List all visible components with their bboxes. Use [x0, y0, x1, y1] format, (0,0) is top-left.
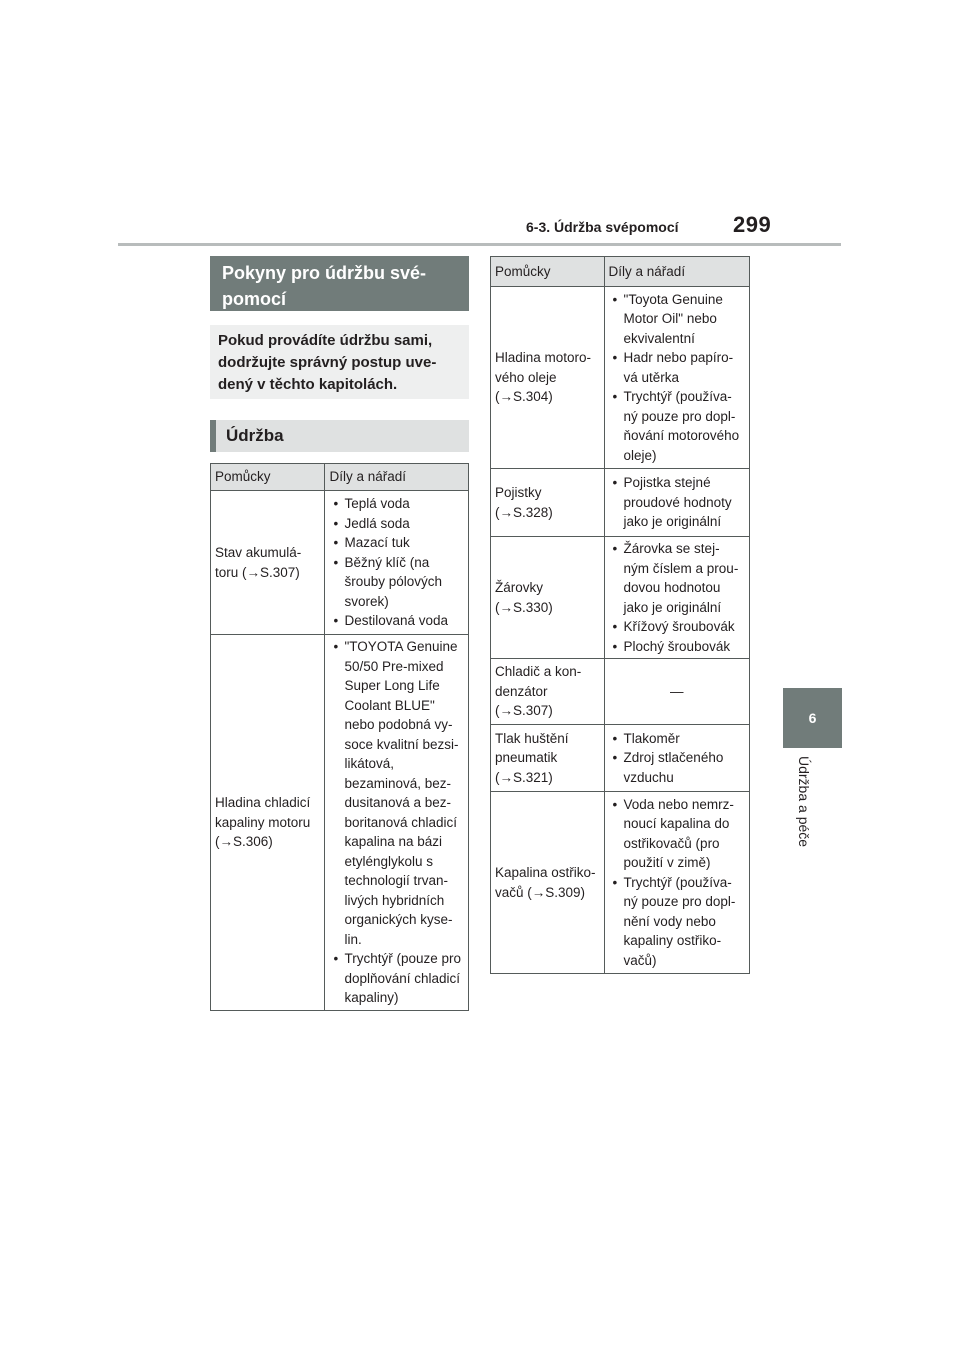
list-item: • Běžný klíč (na šrouby pólových svorek): [329, 553, 464, 612]
list-item: • Žárovka se stej- ným číslem a prou- dovou hodnotou jako je originální: [609, 539, 745, 617]
list-item: • "Toyota Genuine Motor Oil" nebo ekvivalentní: [609, 290, 745, 349]
header-item: Pomůcky: [491, 257, 605, 287]
maintenance-table-right: [490, 256, 750, 974]
empty-dash: —: [670, 683, 684, 699]
row-parts: [604, 792, 749, 974]
list-item: • Trychtýř (pouze pro doplňování chladicí kapaliny): [329, 949, 464, 1008]
list-item: • Destilovaná voda: [329, 611, 464, 631]
table-row: [491, 725, 750, 792]
section-title: 6-3. Údržba svépomocí: [526, 219, 679, 235]
row-item: Hladina chladicí kapaliny motoru (→S.306): [211, 635, 325, 1011]
row-parts: [604, 659, 749, 725]
header-item: Pomůcky: [211, 464, 325, 491]
list-item: • "TOYOTA Genuine 50/50 Pre-mixed Super Long Life Coolant BLUE" nebo podobná vy- soce kvalitní bezsi- likátová, bezaminová, bez- dusitanová a bez- boritanová chladicí kapalina na bázi etylénglykolu s technologií trvan- livých hybridních organických kyse- lin.: [329, 637, 464, 949]
row-parts: [325, 635, 469, 1011]
table-header-row: [211, 464, 469, 491]
table-row: [211, 491, 469, 635]
row-item: Tlak huštění pneumatik (→S.321): [491, 725, 605, 792]
intro-text: Pokud provádíte údržbu sami, dodržujte správný postup uve- dený v těchto kapitolách.: [210, 325, 469, 399]
row-parts: [604, 469, 749, 537]
row-item: Stav akumulá- toru (→S.307): [211, 491, 325, 635]
row-item: Pojistky (→S.328): [491, 469, 605, 537]
topic-title: Pokyny pro údržbu své- pomocí: [210, 256, 469, 311]
table-row: [491, 287, 750, 469]
table-row: [211, 635, 469, 1011]
list-item: • Pojistka stejné proudové hodnoty jako je originální: [609, 473, 745, 532]
list-item: • Trychtýř (používa- ný pouze pro dopl- ňování motorového oleje): [609, 387, 745, 465]
row-parts: [604, 725, 749, 792]
maintenance-table-left: [210, 463, 469, 1011]
header-parts: Díly a nářadí: [604, 257, 749, 287]
list-item: • Voda nebo nemrz- noucí kapalina do ostřikovačů (pro použití v zimě): [609, 795, 745, 873]
table-row: [491, 792, 750, 974]
section-heading: Údržba: [210, 420, 469, 452]
table-row: [491, 537, 750, 659]
list-item: • Teplá voda: [329, 494, 464, 514]
list-item: • Plochý šroubovák: [609, 637, 745, 657]
header-rule: [118, 243, 841, 246]
row-parts: [325, 491, 469, 635]
list-item: • Křížový šroubovák: [609, 617, 745, 637]
row-item: Chladič a kon- denzátor (→S.307): [491, 659, 605, 725]
list-item: • Tlakoměr: [609, 729, 745, 749]
list-item: • Zdroj stlačeného vzduchu: [609, 748, 745, 787]
row-parts: [604, 287, 749, 469]
table-row: [491, 469, 750, 537]
list-item: • Trychtýř (používa- ný pouze pro dopl- nění vody nebo kapaliny ostřiko- vačů): [609, 873, 745, 971]
list-item: • Jedlá soda: [329, 514, 464, 534]
row-parts: [604, 537, 749, 659]
chapter-label: Údržba a péče: [796, 756, 812, 848]
row-item: Hladina motoro- vého oleje (→S.304): [491, 287, 605, 469]
chapter-tab: 6: [783, 688, 842, 748]
row-item: Žárovky (→S.330): [491, 537, 605, 659]
header-parts: Díly a nářadí: [325, 464, 469, 491]
table-header-row: [491, 257, 750, 287]
list-item: • Hadr nebo papíro- vá utěrka: [609, 348, 745, 387]
page-number: 299: [733, 212, 772, 237]
row-item: Kapalina ostřiko- vačů (→S.309): [491, 792, 605, 974]
table-row: [491, 659, 750, 725]
list-item: • Mazací tuk: [329, 533, 464, 553]
